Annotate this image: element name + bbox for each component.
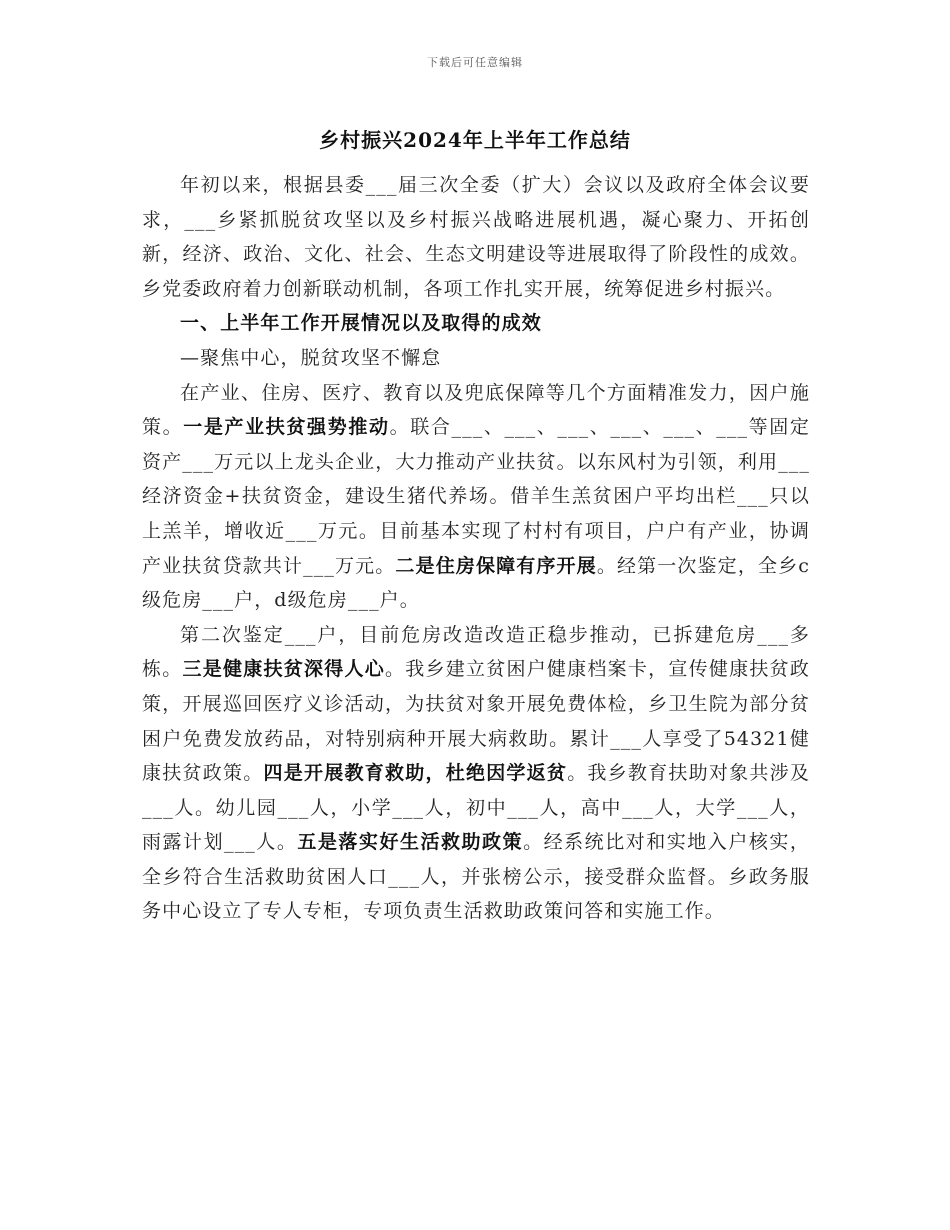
paragraph-text: 。经系统比对和实地入户核实，全乡符合生活救助贫困人口___人，并张榜公示，接受群众监督。乡政务服务中心设立了专人专柜，专项负责生活救助政策问答和实施工作。 bbox=[142, 831, 810, 923]
paragraph-industry-housing bbox=[142, 376, 810, 618]
section-heading: 一、上半年工作开展情况以及取得的成效 bbox=[180, 312, 542, 335]
section-subheading: —聚焦中心，脱贫攻坚不懈怠 bbox=[180, 346, 442, 369]
paragraph-text: 在产业、住房、医疗、教育以及兜底保障等几个方面精准发力，因户施策。 bbox=[142, 381, 810, 439]
document-body bbox=[142, 168, 810, 929]
paragraph-text: 。我乡教育扶助对象共涉及___人。幼儿园___人，小学___人，初中___人，高中___人，大学___人，雨露计划___人。 bbox=[142, 762, 810, 854]
paragraph-text: 。我乡建立贫困户健康档案卡，宣传健康扶贫政策，开展巡回医疗义诊活动，为扶贫对象开展免费体检，乡卫生院为部分贫困户免费发放药品，对特别病种开展大病救助。累计___人享受了54321健康扶贫政策。 bbox=[142, 658, 810, 785]
bold-point-housing: 二是住房保障有序开展 bbox=[395, 554, 597, 577]
page-title: 乡村振兴2024年上半年工作总结 bbox=[319, 128, 631, 152]
paragraph-text: 。联合___、___、___、___、___、___等固定资产___万元以上龙头企业，大力推动产业扶贫。以东风村为引领，利用___经济资金+扶贫资金，建设生猪代养场。借羊生羔贫困户平均出栏___只以上羔羊，增收近___万元。目前基本实现了村村有项目，户户有产业，协调产业扶贫贷款共计___万元。 bbox=[142, 416, 810, 577]
header-note: 下载后可任意编辑 bbox=[427, 56, 523, 69]
bold-point-health: 三是健康扶贫深得人心 bbox=[182, 658, 385, 681]
paragraph-text: 第二次鉴定___户，目前危房改造改造正稳步推动，已拆建危房___多栋。 bbox=[142, 623, 810, 681]
paragraph-text: 。经第一次鉴定，全乡c级危房___户，d级危房___户。 bbox=[142, 554, 810, 612]
paragraph-health-education bbox=[142, 618, 810, 929]
bold-point-education: 四是开展教育救助，杜绝因学返贫 bbox=[263, 762, 568, 785]
intro-paragraph: 年初以来，根据县委___届三次全委（扩大）会议以及政府全体会议要求，___乡紧抓脱贫攻坚以及乡村振兴战略进展机遇，凝心聚力、开拓创新，经济、政治、文化、社会、生态文明建设等进展取得了阶段性的成效。乡党委政府着力创新联动机制，各项工作扎实开展，统筹促进乡村振兴。 bbox=[142, 174, 810, 300]
bold-point-industry: 一是产业扶贫强势推动 bbox=[183, 416, 390, 439]
bold-point-living-aid: 五是落实好生活救助政策 bbox=[297, 831, 524, 854]
